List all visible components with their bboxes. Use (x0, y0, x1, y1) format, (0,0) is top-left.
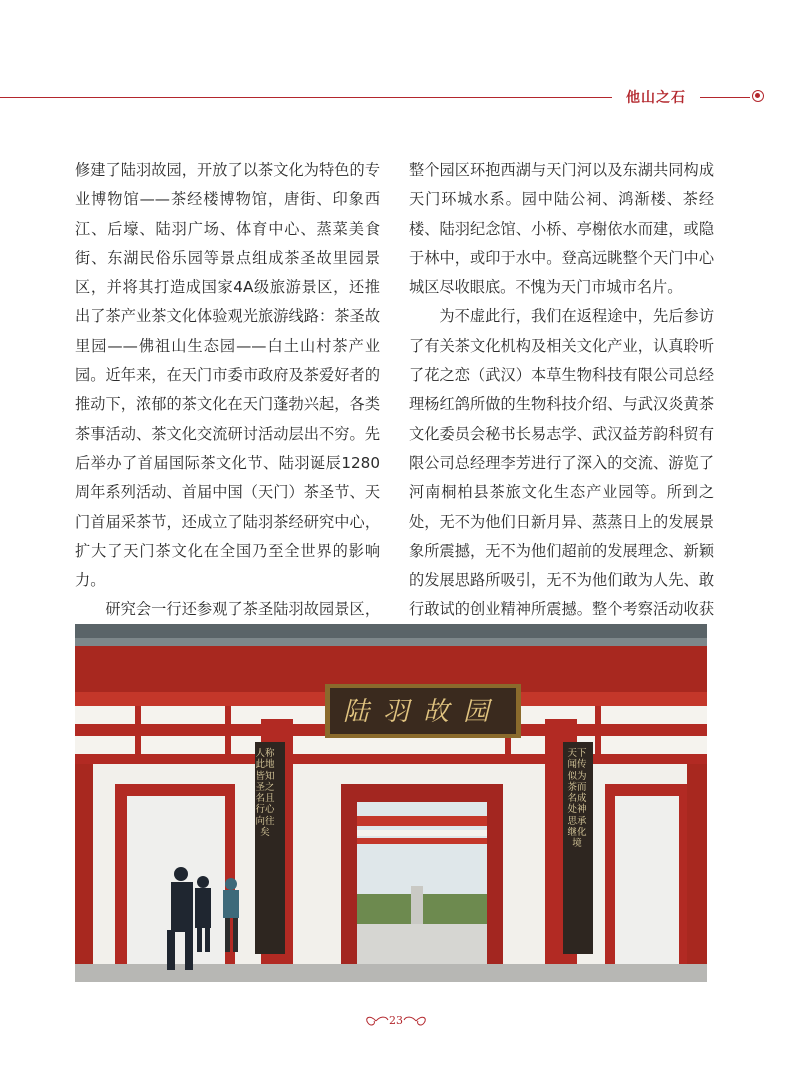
paragraph: 修建了陆羽故园，开放了以茶文化为特色的专业博物馆——茶经楼博物馆，唐街、印象西江、后壕、陆羽广场、体育中心、蒸菜美食街、东湖民俗乐园等景点组成茶圣故里园景区，并将其打造成国家4A级旅游景区，还推出了茶产业茶文化体验观光旅游线路：茶圣故里园——佛祖山生态园——白土山村茶产业园。近年来，在天门市委市政府及茶爱好者的推动下，浓郁的茶文化在天门蓬勃兴起，各类茶事活动、茶文化交流研讨活动层出不穷。先后举办了首届国际茶文化节、陆羽诞辰1280周年系列活动、首届中国（天门）茶圣节、天门首届采茶节，还成立了陆羽茶经研究中心，扩大了天门茶文化在全国乃至全世界的影响力。 (75, 161, 380, 590)
section-title: 他山之石 (626, 90, 686, 106)
header-rule-left (0, 97, 612, 98)
article-right-column (409, 156, 714, 654)
target-circle-icon (752, 90, 764, 102)
gate-photo (75, 624, 707, 982)
paragraph: 整个园区环抱西湖与天门河以及东湖共同构成天门环城水系。园中陆公祠、鸿渐楼、茶经楼、陆羽纪念馆、小桥、亭榭依水而建，或隐于林中，或印于水中。登高远眺整个天门中心城区尽收眼底。不愧为天门市城市名片。 (409, 161, 714, 297)
header-rule-right (700, 97, 750, 98)
paragraph: 研究会一行还参观了茶圣陆羽故园景区， (105, 600, 380, 619)
gate-couplet-right: 天下闻传似为茶而名成处神思承继化境 (567, 748, 587, 850)
gate-plaque-text: 陆羽故园 (342, 697, 503, 727)
paragraph: 为不虚此行，我们在返程途中，先后参访了有关茶文化机构及相关文化产业，认真聆听了花之恋（武汉）本草生物科技有限公司总经理杨红鸽所做的生物科技介绍、与武汉炎黄茶文化委员会秘书长易志学、武汉益芳韵科贸有限公司总经理李芳进行了深入的交流、游览了河南桐柏县茶旅文化生态产业园等。所到之处，无不为他们日新月异、蒸蒸日上的发展景象所震撼，无不为他们超前的发展理念、新颖的发展思路所吸引，无不为他们敢为人先、敢行敢试的创业精神所震撼。整个考察活动收获 (409, 307, 714, 619)
gate-couplet-left: 人称此地皆知圣之名且行心向往矣 (255, 748, 275, 839)
page-number: 23 (389, 1014, 403, 1027)
article-left-column (75, 156, 380, 683)
gate-illustration (75, 624, 707, 982)
